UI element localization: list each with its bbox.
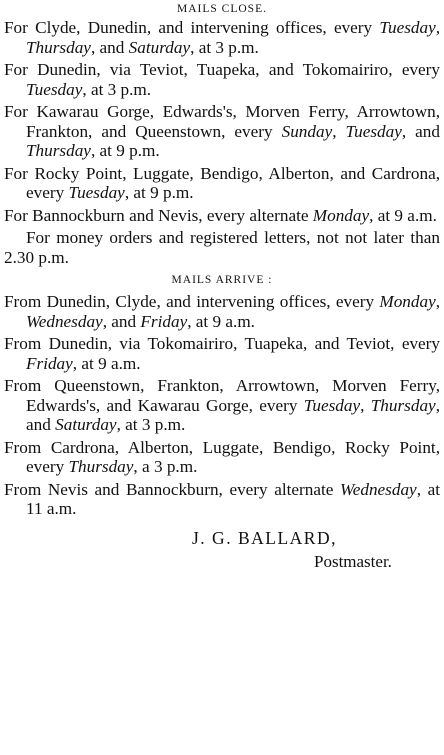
day-name: Friday xyxy=(140,311,188,331)
day-name: Tuesday xyxy=(68,183,125,202)
mails-arrive-list xyxy=(4,292,440,519)
day-name: Sunday xyxy=(281,121,333,141)
mail-close-entry xyxy=(4,102,440,161)
entry-text: From Dunedin, via Tokomairiro, Tuapeka, and Teviot, every xyxy=(4,334,440,353)
entry-text: From Cardrona, Alberton, Luggate, Bendigo, Rocky Point, every xyxy=(4,437,440,476)
entry-text: For Bannockburn and Nevis, every alternate xyxy=(4,205,313,225)
entry-text: , at 9 p.m. xyxy=(90,141,160,160)
entry-text: , at 9 a.m. xyxy=(369,205,437,225)
day-name: Monday xyxy=(312,205,370,225)
mails-close-heading: MAILS CLOSE. xyxy=(177,3,267,15)
mail-close-entry xyxy=(4,164,440,203)
mail-arrive-entry xyxy=(4,480,440,519)
entry-text: From Queenstown, Frankton, Arrowtown, Morven Ferry, Edwards's, and Kawarau Gorge, every xyxy=(4,376,440,415)
day-name: Thursday xyxy=(68,457,134,476)
mail-close-entry xyxy=(4,60,440,99)
mail-arrive-entry xyxy=(4,292,440,331)
mail-arrive-entry xyxy=(4,376,440,435)
entry-text: , a 3 p.m. xyxy=(133,457,198,476)
entry-text: For Dunedin, via Teviot, Tuapeka, and Tokomairiro, every xyxy=(4,60,440,79)
entry-text: For Rocky Point, Luggate, Bendigo, Alberton, and Cardrona, every xyxy=(4,163,440,202)
day-name: Thursday xyxy=(26,141,91,160)
entry-text: , and xyxy=(26,395,440,434)
entry-text: , xyxy=(435,292,440,311)
entry-text: , xyxy=(360,395,371,415)
mail-close-entry xyxy=(4,18,440,57)
entry-text: , xyxy=(332,121,346,141)
entry-text: , at 9 a.m. xyxy=(72,353,141,373)
entry-text: , at 9 p.m. xyxy=(124,183,194,202)
entry-text: From Nevis and Bannockburn, every alternate xyxy=(4,479,340,499)
day-name: Tuesday xyxy=(26,79,83,99)
day-name: Friday xyxy=(26,353,73,373)
day-name: Thursday xyxy=(26,37,91,57)
signature-title: Postmaster. xyxy=(314,551,392,571)
entry-text: , at 3 p.m. xyxy=(190,37,259,57)
entry-text: For Kawarau Gorge, Edwards's, Morven Ferry, Arrowtown, Frankton, and Queenstown, every xyxy=(4,102,440,141)
entry-text: , and xyxy=(401,121,440,141)
day-name: Thursday xyxy=(370,395,436,415)
entry-text: , xyxy=(435,18,440,37)
day-name: Monday xyxy=(379,292,436,311)
entry-text: From Dunedin, Clyde, and intervening offices, every xyxy=(4,292,380,311)
day-name: Tuesday xyxy=(345,121,402,141)
entry-text: , and xyxy=(90,37,129,57)
day-name: Wednesday xyxy=(340,479,417,499)
day-name: Wednesday xyxy=(26,311,103,331)
day-name: Tuesday xyxy=(379,18,436,37)
day-name: Saturday xyxy=(128,37,191,57)
mail-close-entry xyxy=(4,206,440,226)
entry-text: , at 3 p.m. xyxy=(116,415,186,434)
entry-text: , and xyxy=(102,311,141,331)
mail-arrive-entry xyxy=(4,438,440,477)
day-name: Saturday xyxy=(55,415,117,434)
signature: J. G. BALLARD, xyxy=(192,527,337,548)
money-orders-note: For money orders and registered letters, not not later than 2.30 p.m. xyxy=(4,228,440,267)
day-name: Tuesday xyxy=(303,395,361,415)
entry-text: For Clyde, Dunedin, and intervening offices, every xyxy=(4,18,380,37)
mails-arrive-heading: MAILS ARRIVE : xyxy=(171,274,273,286)
mail-arrive-entry xyxy=(4,334,440,373)
mails-close-list xyxy=(4,18,440,225)
entry-text: , at 11 a.m. xyxy=(26,479,441,518)
entry-text: , at 3 p.m. xyxy=(82,79,152,99)
entry-text: , at 9 a.m. xyxy=(187,311,255,331)
